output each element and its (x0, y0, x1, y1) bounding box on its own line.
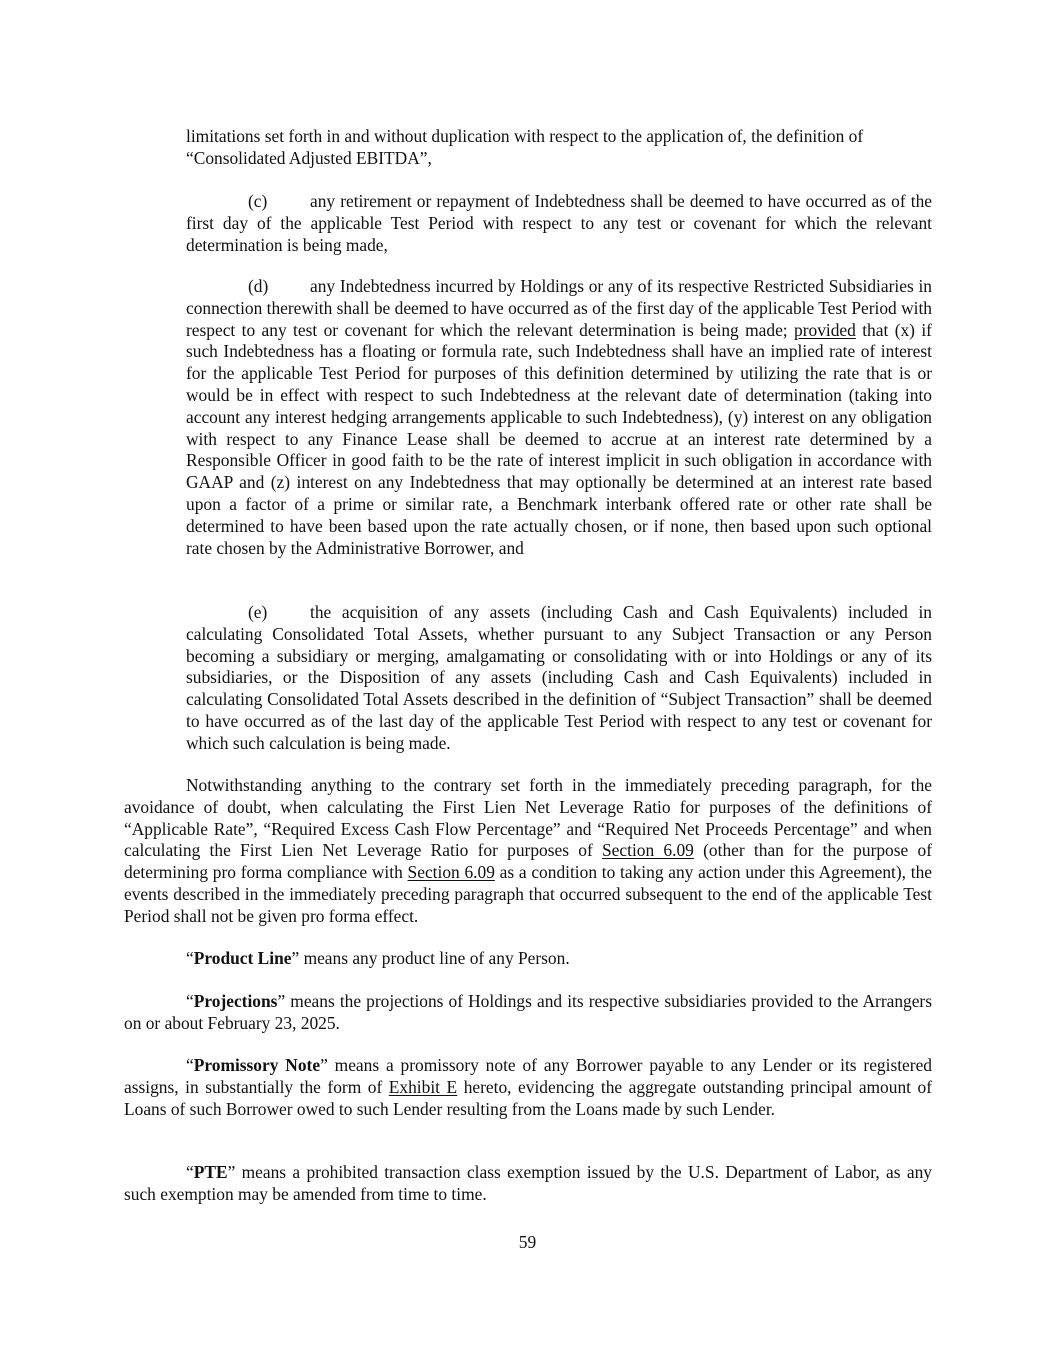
definition-pte (124, 1162, 932, 1206)
page-number: 59 (518, 1232, 537, 1252)
close-quote: ” (277, 991, 286, 1011)
clause-d (186, 276, 932, 559)
projections-term: Projections (193, 991, 278, 1011)
clause-d-text-after: that (x) if such Indebtedness has a floating or formula rate, such Indebtedness shall have an implied rate of interest for the applicable Test Period for purposes of this definition determined by utilizing the rate that is or would be in effect with respect to such Indebtedness at the relevant date of determination (taking into account any interest hedging arrangements applicable to such Indebtedness), (y) interest on any obligation with respect to any Finance Lease shall be deemed to accrue at an interest rate determined by a Responsible Officer in good faith to be the rate of interest implicit in such obligation in accordance with GAAP and (z) interest on any Indebtedness that may optionally be determined at an interest rate based upon a factor of a prime or similar rate, a Benchmark interbank offered rate or other rate shall be determined to have been based upon the rate actually chosen, or if none, then based upon such optional rate chosen by the Administrative Borrower, and (186, 319, 932, 558)
open-quote: “ (186, 948, 194, 968)
definition-promissory-note (124, 1055, 932, 1120)
clause-e (186, 602, 932, 755)
open-quote: “ (186, 1055, 194, 1075)
clause-e-label: (e) (248, 602, 268, 622)
projections-text: means the projections of Holdings and its respective subsidiaries provided to the Arrangers on or about February 23, 2025. (124, 991, 932, 1033)
continuation-line-2: “Consolidated Adjusted EBITDA”, (186, 147, 432, 168)
continuation-paragraph (186, 126, 932, 170)
pte-term: PTE (193, 1162, 228, 1182)
section-6-09-link-2: Section 6.09 (407, 862, 495, 883)
clause-c-label: (c) (248, 191, 268, 211)
close-quote: ” (227, 1162, 236, 1182)
notwithstanding-part-1: Notwithstanding anything to the contrary set forth in the immediately preceding paragraph, for the avoidance of doubt, when calculating the First Lien Net Leverage Ratio for purposes of the definitions of “Applicable Rate”, “Required Excess Cash Flow Percentage” and “Required Net Proceeds Percentage” and when calculating the First Lien Net Leverage Ratio for purposes of (124, 775, 932, 861)
exhibit-e-link: Exhibit E (388, 1076, 458, 1097)
notwithstanding-part-3: as a condition to taking any action under this Agreement), the events described in the immediately preceding paragraph that occurred subsequent to the end of the applicable Test Period shall not be given pro forma effect. (124, 862, 932, 926)
clause-c (186, 191, 932, 256)
close-quote: ” (320, 1055, 328, 1075)
clause-d-text-before: any Indebtedness incurred by Holdings or any of its respective Restricted Subsidiaries in connection therewith shall be deemed to have occurred as of the first day of the applicable Test Period with respect to any test or covenant for which the relevant determination is being made; (186, 276, 933, 340)
notwithstanding-paragraph (124, 775, 932, 928)
product-line-text: means any product line of any Person. (299, 948, 570, 968)
promissory-note-text-after: hereto, evidencing the aggregate outstanding principal amount of Loans of such Borrower owed to such Lender resulting from the Loans made by such Lender. (124, 1076, 932, 1119)
close-quote: ” (291, 948, 300, 968)
product-line-term: Product Line (193, 948, 292, 968)
notwithstanding-part-2: (other than for the purpose of determining pro forma compliance with (124, 840, 932, 883)
clause-d-label: (d) (248, 276, 269, 296)
continuation-line-1: limitations set forth in and without duplication with respect to the application of, the definition of (186, 126, 864, 146)
clause-e-text: the acquisition of any assets (including Cash and Cash Equivalents) included in calculating Consolidated Total Assets, whether pursuant to any Subject Transaction or any Person becoming a subsidiary or merging, amalgamating or consolidating with or into Holdings or any of its subsidiaries, or the Disposition of any assets (including Cash and Cash Equivalents) included in calculating Consolidated Total Assets described in the definition of “Subject Transaction” shall be deemed to have occurred as of the last day of the applicable Test Period with respect to any test or covenant for which such calculation is being made. (186, 602, 932, 753)
open-quote: “ (186, 1162, 194, 1182)
section-6-09-link-1: Section 6.09 (602, 840, 694, 861)
definition-projections (124, 991, 932, 1035)
open-quote: “ (186, 991, 194, 1011)
promissory-note-term: Promissory Note (193, 1055, 321, 1075)
promissory-note-text-before: means a promissory note of any Borrower payable to any Lender or its registered assigns, in substantially the form of (124, 1055, 932, 1097)
definition-product-line (124, 948, 932, 970)
clause-c-text: any retirement or repayment of Indebtedness shall be deemed to have occurred as of the first day of the applicable Test Period with respect to any test or covenant for which the relevant determination is being made, (186, 191, 932, 255)
pte-text: means a prohibited transaction class exemption issued by the U.S. Department of Labor, as any such exemption may be amended from time to time. (124, 1162, 932, 1204)
provided-term: provided (794, 319, 856, 340)
